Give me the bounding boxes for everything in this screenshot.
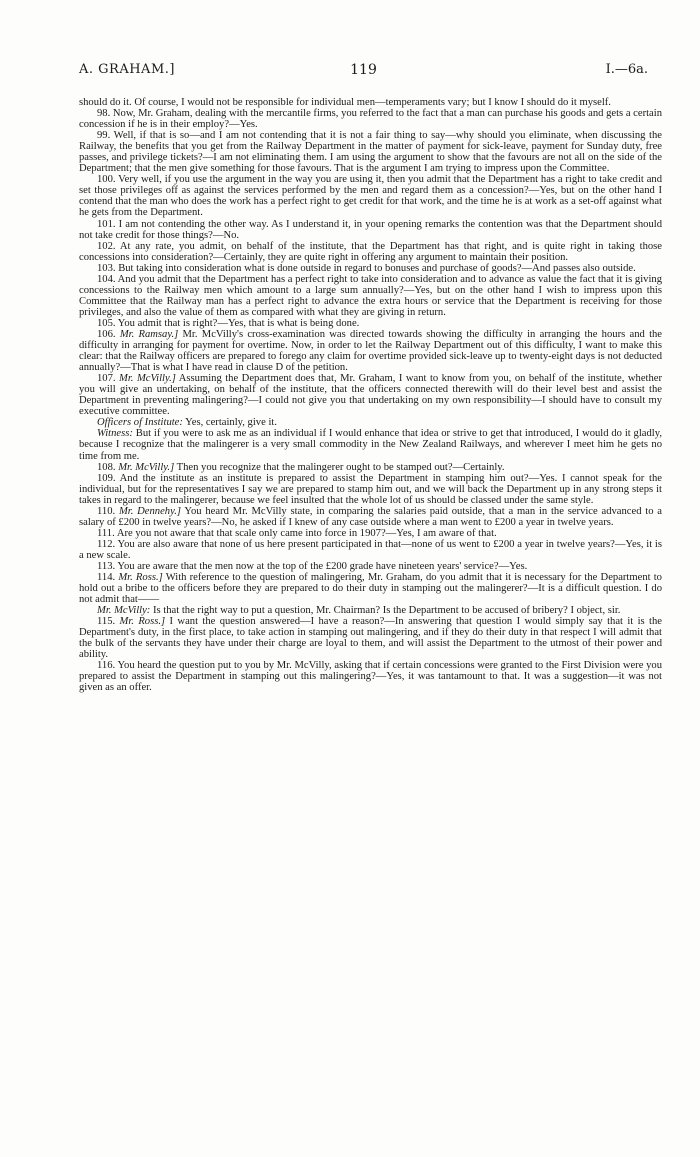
paragraph: should do it. Of course, I would not be responsible for individual men—temperaments vary; but I know I should do it myself. xyxy=(79,97,611,108)
paragraph: Officers of Institute: Yes, certainly, give it. xyxy=(97,417,277,429)
paragraph: 116. You heard the question put to you by Mr. McVilly, asking that if certain concessions were granted to the First Division were you prepared to assist the Department in stamping out this malingering?—Yes, it was tantamount to that. It was a suggestion—it was not given as an offer. xyxy=(79,660,662,694)
paragraph: 112. You are also aware that none of us here present participated in that—none of us went to £200 a year in twelve years?—Yes, it is a new scale. xyxy=(79,538,662,561)
paragraph: 104. And you admit that the Department has a perfect right to take into consideration and to advance as value the fact that it is giving concessions to the Railway men which amount to a large sum annually?—Yes, but on the other hand I wish to impress upon this Committee that the Railway man has a perfect right to advance the extra hours or service that the Department is receiving for those privileges, and also the value of them as compared with what they are giving in return. xyxy=(79,273,662,318)
speaker-label: Mr. McVilly.] xyxy=(118,461,175,473)
running-header xyxy=(79,62,648,80)
paragraph: 99. Well, if that is so—and I am not contending that it is not a fair thing to say—why should you eliminate, when discussing the Railway, the benefits that you get from the Railway Department in the matter of payment for sick-leave, payment for Sunday duty, free passes, and privilege tickets?—I am not eliminating them. I am using the argument to show that the favours are not all on the side of the Department; that the men give something for those favours. That is the argument I am trying to impress upon the Committee. xyxy=(79,130,662,175)
paragraph: 102. At any rate, you admit, on behalf of the institute, that the Department has that right, and is quite right in taking those concessions into consideration?—Certainly, they are quite right in offering any argument to maintain their position. xyxy=(79,240,662,263)
speaker-label: Mr. McVilly.] xyxy=(119,373,176,385)
paragraph: Witness: But if you were to ask me as an individual if I would enhance that idea or strive to get that introduced, I would do it gladly, because I recognize that the malingerer is a very small commodity in the New Zealand Railways, and wherever I meet him he gets no time from me. xyxy=(79,428,662,462)
transcript-body xyxy=(79,97,662,694)
speaker-label: Mr. Ramsay.] xyxy=(119,328,179,340)
paragraph: 114. Mr. Ross.] With reference to the question of malingering, Mr. Graham, do you admit that it is necessary for the Department to hold out a bribe to the officers before they are prepared to do their duty in stamping out the malingerer?—It is a difficult question. I do not admit that—— xyxy=(79,572,662,606)
paragraph: 111. Are you not aware that that scale only came into force in 1907?—Yes, I am aware of that. xyxy=(97,527,497,539)
speaker-label: Mr. Ross.] xyxy=(118,572,163,584)
paragraph: 106. Mr. Ramsay.] Mr. McVilly's cross-examination was directed towards showing the difficulty in arranging the hours and the difficulty in arranging for payment for overtime. Now, in order to let the Railway Department out of this difficulty, I want to make this clear: that the Railway officers are prepared to forego any claim for overtime provided sick-leave up to twenty-eight days is not deducted annually?—That is what I have read in clause D of the petition. xyxy=(79,328,663,374)
page-number: 119 xyxy=(350,62,377,78)
paragraph: 109. And the institute as an institute is prepared to assist the Department in stamping him out?—Yes. I cannot speak for the individual, but for the representatives I say we are prepared to stamp him out, and we will back the Department up in any strong steps it takes in regard to the malingerer, because we feel insulted that the whole lot of us should be classed under the same style. xyxy=(79,472,662,506)
paragraph: 108. Mr. McVilly.] Then you recognize that the malingerer ought to be stamped out?—Certainly. xyxy=(97,461,505,473)
paragraph: 101. I am not contending the other way. As I understand it, in your opening remarks the contention was that the Department should not take credit for those things?—No. xyxy=(79,218,662,241)
paragraph: 98. Now, Mr. Graham, dealing with the mercantile firms, you referred to the fact that a man can purchase his goods and gets a certain concession if he is in their employ?—Yes. xyxy=(79,108,663,131)
paragraph: 110. Mr. Dennehy.] You heard Mr. McVilly state, in comparing the salaries paid outside, that a man in the service advanced to a salary of £200 in twelve years?—No, he asked if I knew of any case outside where a man went to £200 a year in twelve years. xyxy=(79,505,662,528)
paragraph: 103. But taking into consideration what is done outside in regard to bonuses and purchase of goods?—And passes also outside. xyxy=(97,262,636,274)
header-witness-name: A. GRAHAM.] xyxy=(79,62,175,77)
paragraph: 100. Very well, if you use the argument in the way you are using it, then you admit that the Department has a right to take credit and set those privileges off as against the services performed by the men and regard them as a concession?—Yes, but on the other hand I contend that the man who does the work has a perfect right to get credit for that work, and the time he is at work as a set-off against what he gets from the Department. xyxy=(79,174,662,219)
paragraph: 105. You admit that is right?—Yes, that is what is being done. xyxy=(97,317,360,329)
speaker-label: Mr. McVilly: xyxy=(97,605,151,617)
speaker-label: Mr. Dennehy.] xyxy=(118,505,181,517)
speaker-label: Officers of Institute: xyxy=(97,417,183,429)
paragraph: 113. You are aware that the men now at the top of the £200 grade have nineteen years' service?—Yes. xyxy=(97,560,528,572)
paragraph: 107. Mr. McVilly.] Assuming the Department does that, Mr. Graham, I want to know from you, on behalf of the institute, whether you will give an undertaking, on behalf of the institute, that the officers connected therewith will do their level best and assist the Department in preventing malingering?—I could not give you that undertaking on my own responsibility—I should have to consult my executive committee. xyxy=(79,373,662,418)
speaker-label: Mr. Ross.] xyxy=(119,616,166,628)
document-reference: I.—6a. xyxy=(605,62,648,77)
speaker-label: Witness: xyxy=(97,428,133,440)
paragraph: 115. Mr. Ross.] I want the question answered—I have a reason?—In answering that question I would simply say that it is the Department's duty, in the first place, to take action in stamping out malingering, and if they do their duty in that respect I will admit that the bulk of the servants they have under their charge are loyal to them, and will assist the Department to the utmost of their power and ability. xyxy=(79,616,663,661)
paragraph: Mr. McVilly: Is that the right way to put a question, Mr. Chairman? Is the Department to be accused of bribery? I object, sir. xyxy=(97,605,621,617)
